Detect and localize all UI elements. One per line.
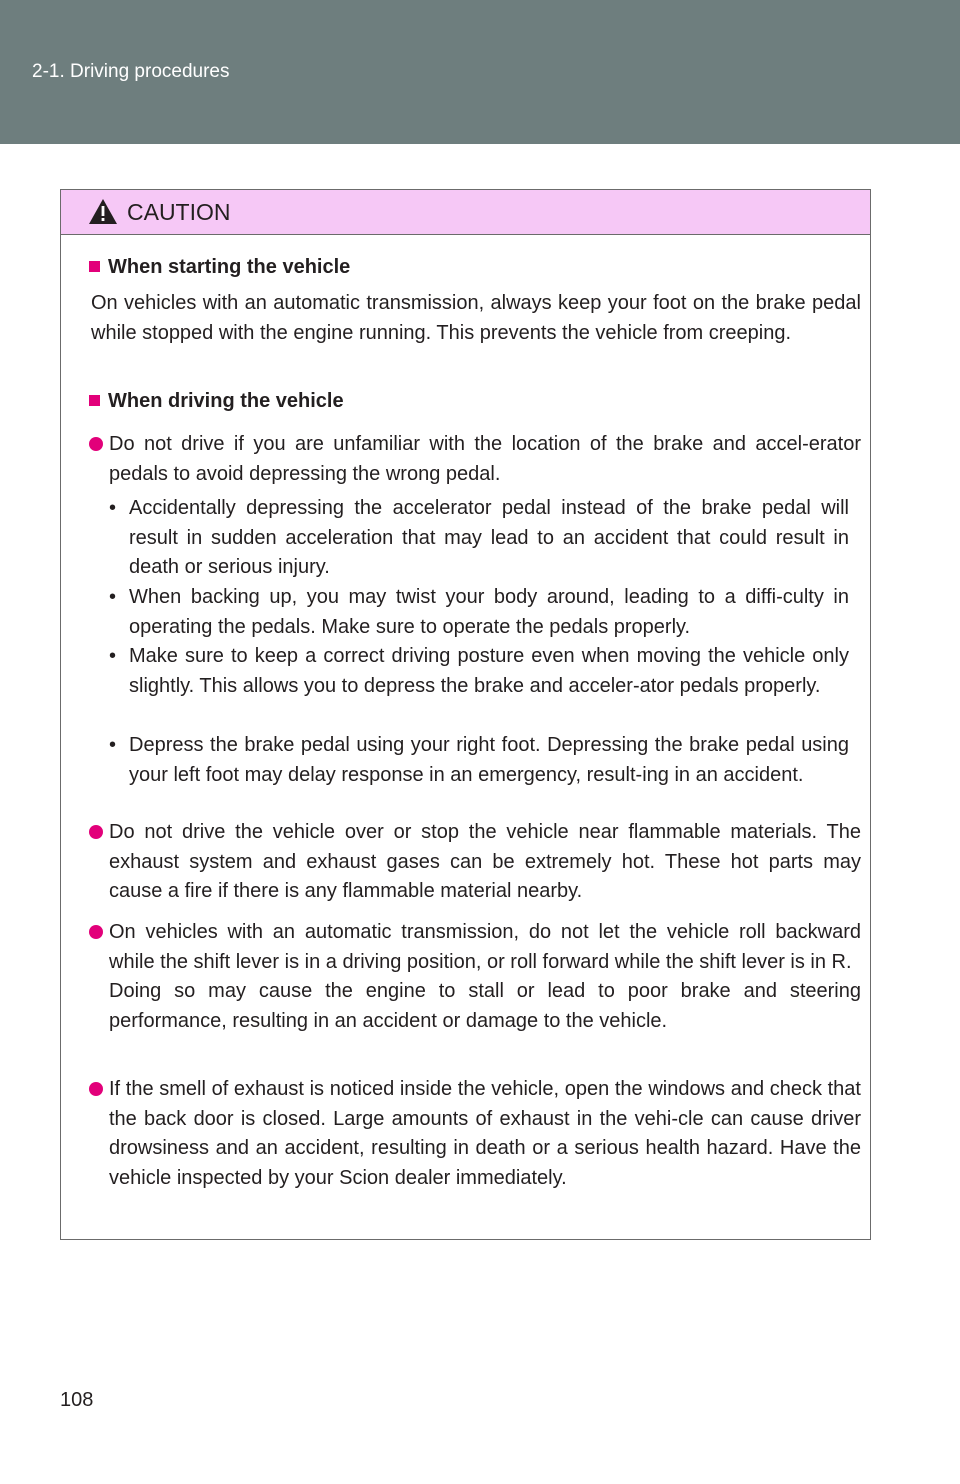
list-item: On vehicles with an automatic transmission, do not let the vehicle roll backward while the shift lever is in a driving position, or roll forward while the shift lever is in R. Doing so may cause the engine to stall or lead to poor brake and steering performance, resulting in an accident or damage to the vehicle. [89,918,861,1036]
sub-list-item: • Depress the brake pedal using your right foot. Depressing the brake pedal using your left foot may delay response in an emergency, result-ing in an accident. [109,731,849,790]
section-paragraph: On vehicles with an automatic transmission, always keep your foot on the brake pedal while stopped with the engine running. This prevents the vehicle from creeping. [91,292,861,344]
circle-bullet-icon [89,1082,103,1096]
section-heading: When starting the vehicle [89,253,350,282]
sub-bullet-marker: • [109,645,117,667]
sub-bullet-marker: • [109,734,117,756]
circle-bullet-icon [89,437,103,451]
sub-bullet-marker: • [109,586,117,608]
caution-title: CAUTION [127,199,231,225]
list-item: Do not drive if you are unfamiliar with the location of the brake and accel-erator pedals to avoid depressing the wrong pedal. [89,430,861,489]
list-item: If the smell of exhaust is noticed inside the vehicle, open the windows and check that the back door is closed. Large amounts of exhaust in the vehi-cle can cause driver drowsiness and an accident, resulting in death or a serious health hazard. Have the vehicle inspected by your Scion dealer immediately. [89,1075,861,1193]
section-heading: When driving the vehicle [89,387,344,416]
square-bullet-icon [89,395,100,406]
warning-icon [88,198,118,225]
square-bullet-icon [89,261,100,272]
list-item: Do not drive the vehicle over or stop the vehicle near flammable materials. The exhaust system and exhaust gases can be extremely hot. These hot parts may cause a fire if there is any flammable material nearby. [89,818,861,907]
caution-header [61,190,870,235]
sub-list-item: • Accidentally depressing the accelerator pedal instead of the brake pedal will result in sudden acceleration that may lead to an accident that could result in death or serious injury. [109,494,849,583]
page-number: 108 [60,1389,94,1411]
page-header [0,0,960,144]
sub-list-item: • When backing up, you may twist your body around, leading to a diffi-culty in operating the pedals. Make sure to operate the pedals properly. [109,583,849,642]
sub-bullet-marker: • [109,497,117,519]
circle-bullet-icon [89,925,103,939]
sub-list-item: • Make sure to keep a correct driving posture even when moving the vehicle only slightly. This allows you to depress the brake and acceler-ator pedals properly. [109,642,849,701]
section-title: 2-1. Driving procedures [32,61,230,82]
caution-box [60,189,871,1240]
circle-bullet-icon [89,825,103,839]
